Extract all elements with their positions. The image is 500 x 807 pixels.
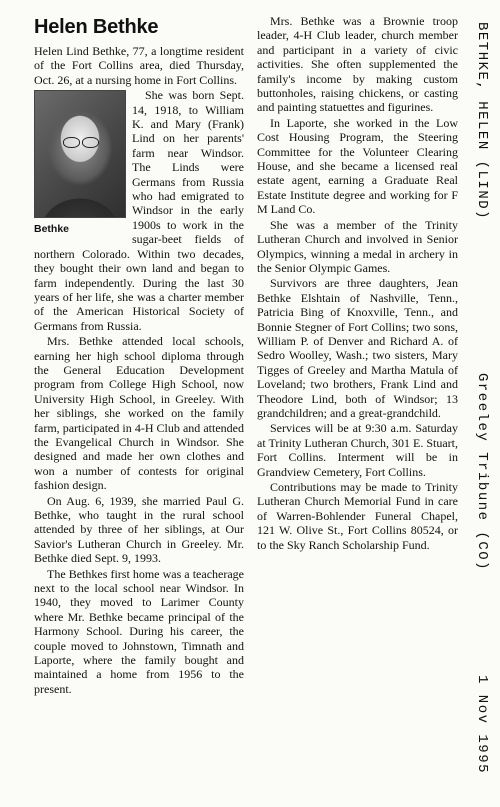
paragraph-1: Helen Lind Bethke, 77, a longtime resident of the Fort Collins area, died Thursday, Oct. 26, at a nursing home in Fort Collins. — [34, 44, 244, 87]
paragraph-5: The Bethkes first home was a teacherage next to the local school near Windsor. In 1940, they moved to Larimer County where Mr. Bethke became principal of the Harmony School. During his career, the couple moved to Johnstown, Timnath and Laporte, where the family bought and maintained a home from 1956 to the present. — [34, 566, 244, 696]
portrait-block — [34, 90, 126, 236]
margin-newspaper-label: Greeley Tribune (CO) — [474, 373, 490, 572]
margin-name-label: BETHKE, HELEN (LIND) — [474, 22, 490, 221]
paragraph-8: She was a member of the Trinity Lutheran Church and involved in Senior Olympics, winning a medal in archery in the Senior Olympic Games. — [257, 217, 458, 275]
obituary-column-1 — [34, 14, 244, 697]
paragraph-2: She was born Sept. 14, 1918, to William K. and Mary (Frank) Lind on her parents' farm near Windsor. The Linds were Germans from Russia who had emigrated to Windsor in the early 1900s to work in the sugar-beet fields of northern Colorado. Within two decades, they bought their own land and began to farm independently. During the last 30 years of her life, she was a charter member of the American Historical Society of Germans from Russia. — [34, 88, 244, 333]
obituary-column-2 — [257, 14, 458, 553]
paragraph-3: Mrs. Bethke attended local schools, earning her high school diploma through the General Education Development program from College High School, now University High School, in Greeley. With her siblings, she worked on the family farm, participated in 4-H Club and attended the Evangelical Church in Windsor. She designed and made her own clothes and won a number of contests for original fashion design. — [34, 334, 244, 493]
margin-date-label: 1 Nov 1995 — [474, 675, 490, 775]
portrait-photo — [34, 90, 126, 218]
paragraph-10: Services will be at 9:30 a.m. Saturday at Trinity Lutheran Church, 301 E. Stuart, Fort Collins. Interment will be in Grandview Cemetery, Fort Collins. — [257, 421, 458, 479]
paragraph-7: In Laporte, she worked in the Low Cost Housing Program, the Steering Committee for the Volunteer Clearing House, and she became a licensed real estate agent, earning a Graduate Real Estate Institute degree and working for F M Land Co. — [257, 115, 458, 217]
paragraph-9: Survivors are three daughters, Jean Bethke Elshtain of Nashville, Tenn., Patricia Bing of Knoxville, Tenn., and Bonnie Stegner of Fort Collins; two sons, William P. of Denver and Richard A. of Sedro Woolley, Wash.; two sisters, Mary Tigges of Greeley and Martha Matula of Loveland; two brothers, Frank Lind and Theodore Lind, both of Windsor; 13 grandchildren; and a great-grandchild. — [257, 276, 458, 420]
paragraph-4: On Aug. 6, 1939, she married Paul G. Bethke, who taught in the rural school attended by three of her siblings, at Our Savior's Lutheran Church in Greeley. Mr. Bethke died Sept. 9, 1993. — [34, 493, 244, 566]
paragraph-11: Contributions may be made to Trinity Lutheran Church Memorial Fund in care of Warren-Bohlender Funeral Chapel, 121 W. Olive St., Fort Collins 80524, or to the Sky Ranch Scholarship Fund. — [257, 480, 458, 552]
photo-caption: Bethke — [34, 223, 70, 236]
paragraph-6: Mrs. Bethke was a Brownie troop leader, 4-H Club leader, church member and participant in a variety of civic activities. She often supplemented the family's income by making custom buttonholes, raising chickens, or casting and painting statuettes and figurines. — [257, 14, 458, 115]
obituary-headline: Helen Bethke — [34, 16, 159, 38]
